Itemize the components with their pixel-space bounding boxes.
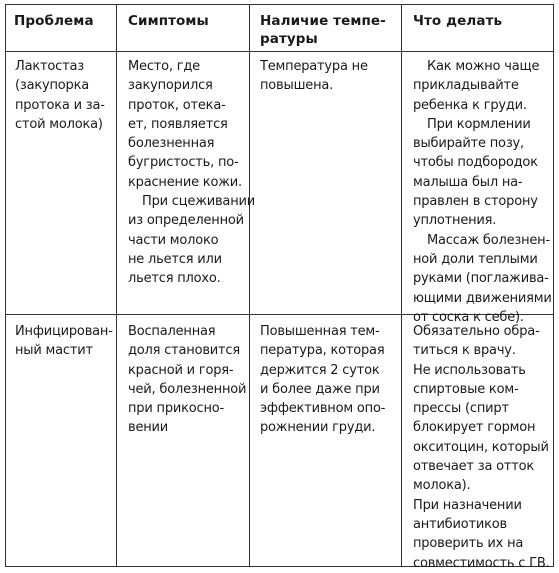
cell-symptoms-row1 — [128, 57, 255, 289]
header-text: Что делать — [413, 13, 503, 29]
cell-line: чтобы подбородок — [413, 155, 538, 171]
cell-line: антибиотиков — [413, 516, 507, 532]
header-text: Симптомы — [128, 13, 209, 29]
cell-line: льется плохо. — [128, 271, 221, 287]
cell-line: вении — [128, 420, 169, 436]
cell-line: краснение кожи. — [128, 174, 242, 190]
cell-line: ющими движениями — [413, 290, 552, 306]
cell-line: бугристость, по- — [128, 155, 239, 171]
cell-line: титься к врачу. — [413, 343, 516, 359]
cell-line: чей, болезненной — [128, 381, 247, 397]
cell-line: повышена. — [260, 78, 334, 94]
cell-line: доля становится — [128, 343, 240, 359]
cell-problem-row1 — [15, 57, 105, 134]
cell-line: малыша был на- — [413, 174, 523, 190]
cell-line: выбирайте позу, — [413, 136, 524, 152]
cell-line: от соска к себе). — [413, 309, 524, 325]
cell-temperature-row1 — [260, 57, 368, 96]
cell-line: части молоко — [128, 232, 219, 248]
cell-line: (закупорка — [15, 78, 90, 94]
header-action — [413, 13, 502, 31]
cell-line: проверить их на — [413, 536, 524, 552]
cell-line: Повышенная тем- — [260, 324, 380, 339]
info-table — [5, 4, 554, 571]
header-text: Проблема — [14, 13, 94, 29]
row-divider — [6, 51, 553, 52]
cell-line: не льется или — [128, 251, 222, 267]
cell-line: красной и горя- — [128, 362, 234, 378]
cell-line: молока). — [413, 478, 471, 494]
header-temperature — [260, 13, 386, 48]
cell-line: при прикосно- — [128, 401, 225, 417]
cell-line: пература, которая — [260, 343, 385, 359]
cell-line: ребенка к груди. — [413, 97, 527, 113]
cell-line: спиртовые ком- — [413, 381, 519, 397]
cell-line: Не использовать — [413, 362, 526, 378]
cell-line: ный мастит — [15, 343, 93, 359]
cell-line: Лактостаз — [15, 59, 84, 74]
cell-line: ет, появляется — [128, 116, 228, 132]
column-divider — [401, 5, 402, 566]
column-divider — [116, 5, 117, 566]
cell-line: эффективном опо- — [260, 401, 386, 417]
cell-line: отвечает за отток — [413, 459, 535, 475]
cell-line: Воспаленная — [128, 324, 216, 339]
header-symptoms — [128, 13, 209, 31]
cell-temperature-row2 — [260, 322, 385, 438]
cell-line: Инфицирован- — [15, 324, 113, 339]
header-problem — [14, 13, 94, 31]
cell-line: совместимость с ГВ. — [413, 555, 550, 571]
cell-line: прикладывайте — [413, 78, 519, 94]
cell-line: Как можно чаще — [427, 59, 540, 74]
header-text: ратуры — [260, 30, 318, 47]
cell-action-row2 — [413, 322, 549, 573]
cell-line: руками (поглажива- — [413, 271, 549, 287]
cell-line: протока и за- — [15, 97, 105, 113]
cell-line: и более даже при — [260, 381, 380, 397]
cell-line: Массаж болезнен- — [427, 232, 550, 248]
cell-line: При сцеживании — [142, 194, 255, 210]
cell-line: стой молока) — [15, 116, 103, 132]
cell-line: При кормлении — [427, 116, 531, 132]
cell-line: правлен в сторону — [413, 194, 538, 210]
cell-line: болезненная — [128, 136, 215, 152]
cell-line: Температура не — [260, 59, 368, 74]
cell-line: рожнении груди. — [260, 420, 376, 436]
cell-line: уплотнения. — [413, 213, 497, 229]
header-text: Наличие темпе- — [260, 13, 386, 29]
cell-line: из определенной — [128, 213, 244, 229]
cell-line: Место, где — [128, 59, 200, 74]
cell-line: При назначении — [413, 497, 522, 513]
cell-line: проток, отека- — [128, 97, 226, 113]
cell-line: блокирует гормон — [413, 420, 536, 436]
cell-problem-row2 — [15, 322, 113, 361]
cell-line: ной доли теплыми — [413, 251, 538, 267]
cell-line: Обязательно обра- — [413, 324, 540, 339]
cell-action-row1 — [413, 57, 552, 327]
cell-line: держится 2 суток — [260, 362, 380, 378]
cell-line: прессы (спирт — [413, 401, 509, 417]
cell-line: окситоцин, который — [413, 439, 549, 455]
cell-line: закупорился — [128, 78, 213, 94]
cell-symptoms-row2 — [128, 322, 246, 438]
